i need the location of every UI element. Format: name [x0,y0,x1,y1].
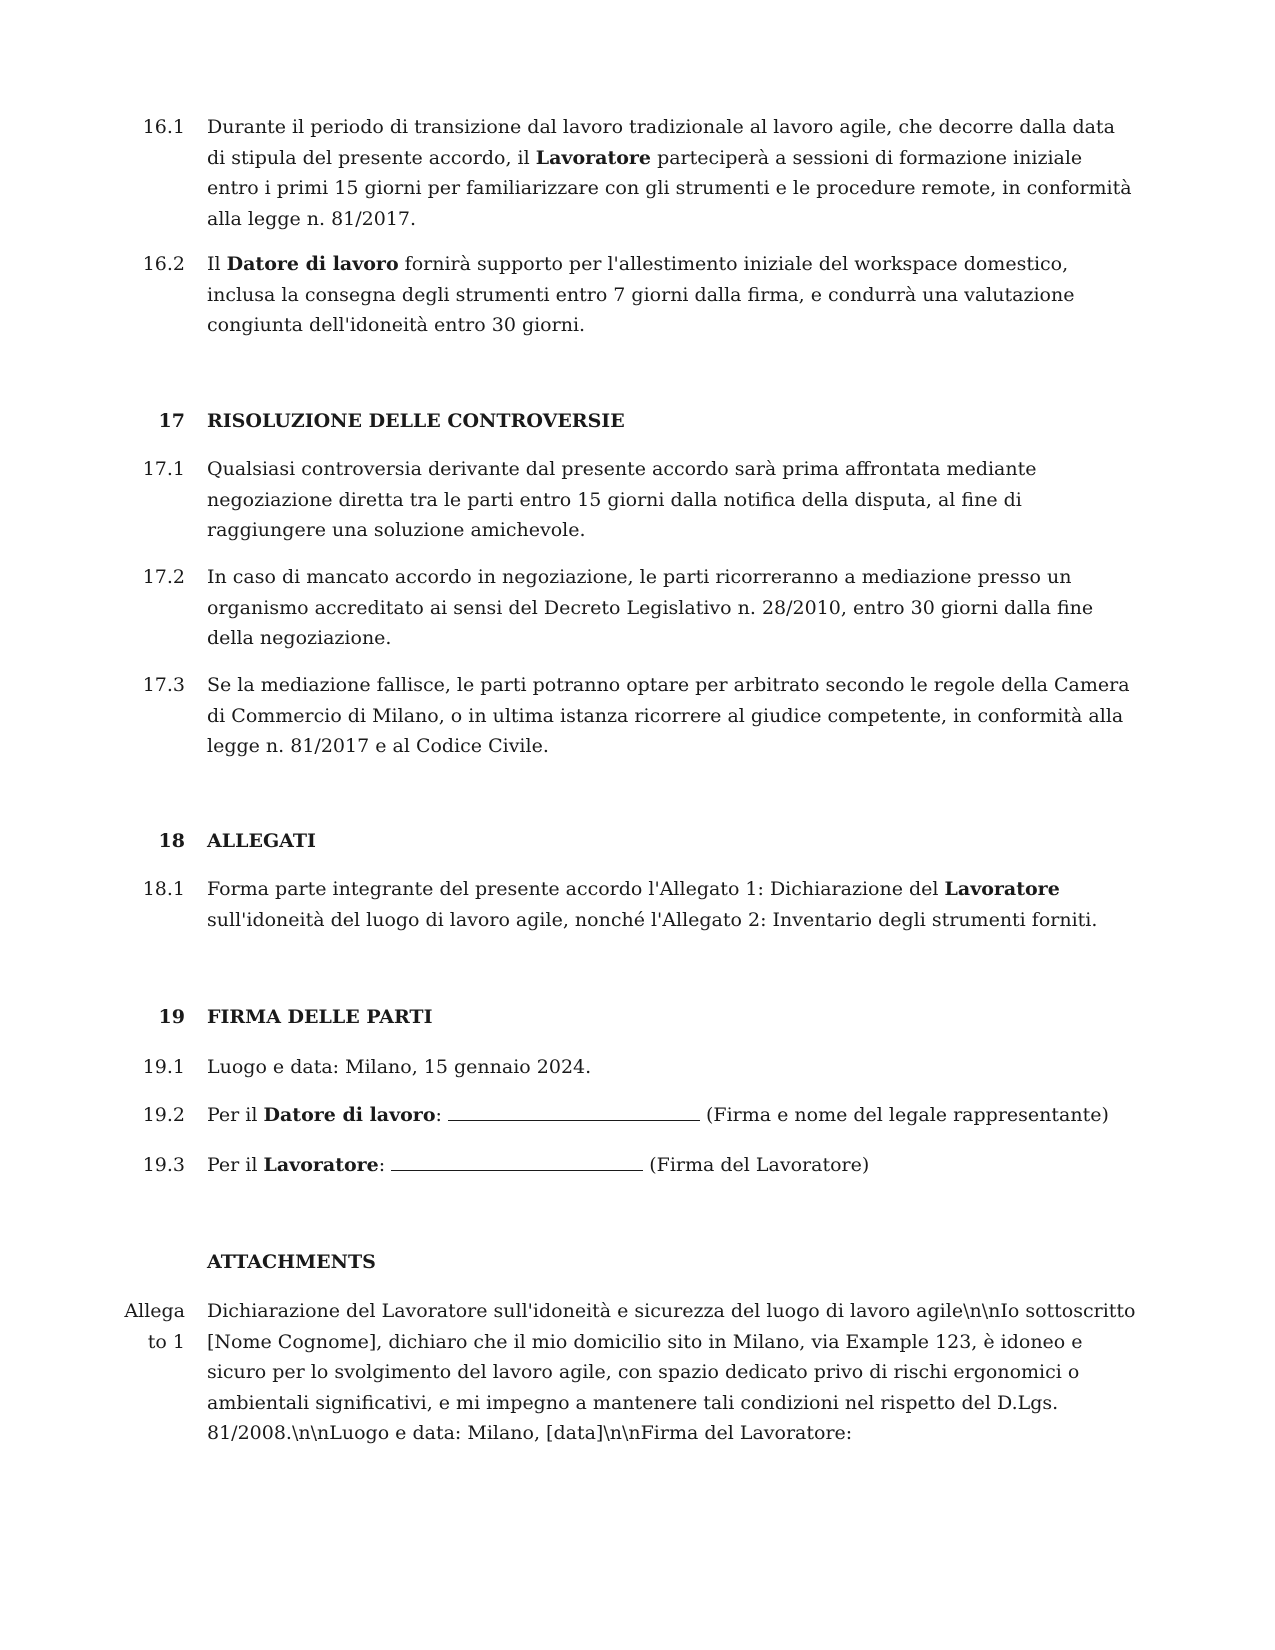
clause-number: 18.1 [142,878,185,900]
attachment-text: Dichiarazione del Lavoratore sull'idoneità e sicurezza del luogo di lavoro agile\n\nIo sottoscritto [Nome Cognome], dichiaro che il mio domicilio sito in Milano, via Example 123, è idoneo e sicuro per lo svolgimento del lavoro agile, con spazio dedicato privo di rischi ergonomici o ambientali significativi, e mi impegno a mantenere tali condizioni nel rispetto del D.Lgs. 81/2008.\n\nLuogo e data: Milano, [data]\n\nFirma del Lavoratore: [207,1300,1136,1444]
section-title: FIRMA DELLE PARTI [207,1006,433,1028]
clause-text: Luogo e data: Milano, 15 gennaio 2024. [207,1056,592,1078]
section-number: 18 [158,830,185,852]
text-segment: Per il [207,1104,264,1126]
clause-text [207,249,1137,341]
party-name: Datore di lavoro [263,1104,436,1126]
clause-number: 16.2 [142,253,185,275]
text-segment: (Firma del Lavoratore) [643,1154,870,1176]
clause-number: 17.1 [142,458,185,480]
text-segment: parteciperà a sessioni di formazione iniziale entro i primi 15 giorni per familiarizzare con gli strumenti e le procedure remote, in conformità alla legge n. 81/2017. [207,146,1132,230]
text-segment: Durante il periodo di transizione dal lavoro tradizionale al lavoro agile, che decorre dalla data di stipula del presente accordo, il [207,116,1115,169]
clause-number: 19.1 [142,1056,185,1078]
clause-text: Qualsiasi controversia derivante dal presente accordo sarà prima affrontata mediante negoziazione diretta tra le parti entro 15 giorni dalla notifica della disputa, al fine di raggiungere una soluzione amichevole. [207,458,1037,541]
clause-number: 19.2 [142,1104,185,1126]
attachment-number-line: to 1 [147,1330,185,1353]
party-name: Datore di lavoro [226,253,399,275]
section-title: ATTACHMENTS [207,1251,376,1273]
clause-number: 16.1 [142,116,185,138]
section-number: 17 [158,410,185,432]
clause-text [207,1100,1137,1131]
party-name: Lavoratore [944,878,1060,900]
clause-number: 17.2 [142,566,185,588]
attachment-number [110,1296,185,1357]
clause-number: 17.3 [142,674,185,696]
text-segment: Il [207,253,227,275]
clause-text: In caso di mancato accordo in negoziazione, le parti ricorreranno a mediazione presso un organismo accreditato ai sensi del Decreto Legislativo n. 28/2010, entro 30 giorni dalla fine della negoziazione. [207,566,1094,649]
text-segment: Per il [207,1154,264,1176]
party-name: Lavoratore [535,146,652,169]
clause-text [207,1150,1137,1181]
text-segment: : [435,1104,448,1126]
section-title: RISOLUZIONE DELLE CONTROVERSIE [207,410,625,432]
clause-text: Se la mediazione fallisce, le parti potranno optare per arbitrato secondo le regole della Camera di Commercio di Milano, o in ultima istanza ricorrere al giudice competente, in conformità alla legge n. 81/2017 e al Codice Civile. [207,674,1130,757]
clause-text [207,112,1137,234]
text-segment: fornirà supporto per l'allestimento iniziale del workspace domestico, inclusa la consegna degli strumenti entro 7 giorni dalla firma, e condurrà una valutazione congiunta dell'idoneità entro 30 giorni. [207,253,1075,336]
clause-number: 19.3 [142,1154,185,1176]
text-segment: : [378,1154,392,1176]
text-segment: (Firma e nome del legale rappresentante) [699,1104,1109,1126]
clause-text [207,874,1137,935]
text-segment: sull'idoneità del luogo di lavoro agile, nonché l'Allegato 2: Inventario degli strumenti forniti. [207,908,1098,931]
section-number: 19 [158,1006,185,1028]
signature-line [391,1152,643,1171]
party-name: Lavoratore [263,1154,379,1176]
section-title: ALLEGATI [207,830,316,852]
signature-line [448,1102,700,1121]
text-segment: Forma parte integrante del presente accordo l'Allegato 1: Dichiarazione del [207,878,945,900]
attachment-number-line: Allega [124,1300,185,1322]
